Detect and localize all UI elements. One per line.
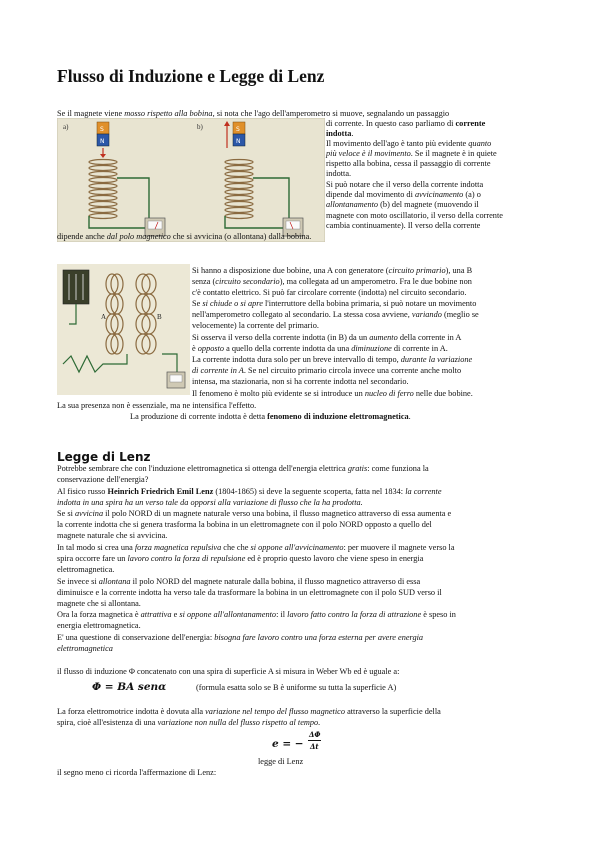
lenz-p6-line-1: Ora la forza magnetica è attrattiva e si oppone all'allontanamento: il lavoro fatto contro la forza di attrazione è speso in xyxy=(57,610,456,619)
sec2-line-14: La produzione di corrente indotta è detta fenomeno di induzione elettromagnetica. xyxy=(130,412,411,421)
sec2-line-4: Se si chiude o si apre l'interruttore della bobina primaria, si può notare un movimento xyxy=(192,299,477,308)
sec2-line-8: è opposto a quello della corrente indotta da una diminuzione di corrente in A. xyxy=(192,344,448,353)
panel-a-label: a) xyxy=(63,123,69,131)
lenz-p5-line-3: magnete che si allontana. xyxy=(57,599,141,608)
lenz-formula-caption: legge di Lenz xyxy=(258,757,304,766)
lenz-p6-line-2: energia elettromagnetica. xyxy=(57,621,141,630)
sec2-line-12: Il fenomeno è molto più evidente se si introduce un nucleo di ferro nelle due bobine. xyxy=(192,389,473,398)
lenz-p2-line-2: indotta in una spira ha un verso tale da opporsi alla variazione di flusso che la ha prodotta. xyxy=(57,498,363,507)
lenz-formula-lhs: e = − xyxy=(272,738,304,750)
figure-magnet-coil xyxy=(57,118,325,242)
coil-a-label: A xyxy=(101,313,107,321)
lenz-p4-line-2: spira occorre fare un lavoro contro la forza di repulsione ed è proprio questo lavoro che viene speso in energia xyxy=(57,554,424,563)
coil-b-label: B xyxy=(157,313,162,321)
sec2-line-2: senza (circuito secondario), ma collegata ad un amperometro. Fra le due bobine non xyxy=(192,277,472,286)
lenz-p1-line-1: Potrebbe sembrare che con l'induzione elettromagnetica si ottenga dell'energia elettrica gratis: come funziona la xyxy=(57,464,429,473)
lenz-p1-line-2: conservazione dell'energia? xyxy=(57,475,149,484)
intro-right-3: Il movimento dell'ago è tanto più evidente quanto xyxy=(326,139,492,148)
sec2-line-10: di corrente in A. Se nel circuito primario circola invece una corrente anche molto xyxy=(192,366,462,375)
two-coils-illustration xyxy=(57,264,190,395)
lenz-p5-line-2: diminuisce e la corrente indotta ha verso tale da trasformare la bobina in un elettromagnete con il polo SUD verso il xyxy=(57,588,442,597)
lenz-p3-line-2: la corrente indotta che si genera trasforma la bobina in un elettromagnete con il polo NORD opposto a quello del xyxy=(57,520,432,529)
intro-line-1: Se il magnete viene mosso rispetto alla bobina, si nota che l'ago dell'amperometro si muove, segnalando un passaggio xyxy=(57,109,450,118)
pole-n-b: N xyxy=(236,138,241,145)
lenz-p7-line-2: elettromagnetica xyxy=(57,644,113,653)
intro-right-6: indotta. xyxy=(326,169,352,178)
flux-formula-note: (formula esatta solo se B è uniforme su tutta la superficie A) xyxy=(196,683,397,692)
intro-right-10: magnete con moto oscillatorio, il verso della corrente xyxy=(326,211,503,220)
lenz-p3-line-3: magnete naturale che si avvicina. xyxy=(57,531,168,540)
lenz-p5-line-1: Se invece si allontana il polo NORD del magnete naturale dalla bobina, il flusso magnetico attraverso di essa xyxy=(57,577,421,586)
intro-right-11: cambia continuamente). Il verso della corrente xyxy=(326,221,481,230)
intro-right-9: allontanamento (b) del magnete (muovendo il xyxy=(326,200,479,209)
fraction-bar xyxy=(308,740,321,741)
intro-right-4: più veloce è il movimento. Se il magnete è in quiete xyxy=(326,149,497,158)
lenz-p4-line-3: elettromagnetica. xyxy=(57,565,115,574)
lenz-p2-line-1: Al fisico russo Heinrich Friedrich Emil Lenz (1804-1865) si deve la seguente scoperta, fatta nel 1834: la corrente xyxy=(57,487,442,496)
sec2-line-6: velocemente) la corrente del primario. xyxy=(192,321,319,330)
flux-definition: il flusso di induzione Φ concatenato con una spira di superficie A si misura in Weber Wb ed è uguale a: xyxy=(57,667,400,676)
sec2-line-9: La corrente indotta dura solo per un breve intervallo di tempo, durante la variazione xyxy=(192,355,473,364)
emf-line-2: spira, cioè all'esistenza di una variazione non nulla del flusso rispetto al tempo. xyxy=(57,718,321,727)
intro-right-7: Si può notare che il verso della corrente indotta xyxy=(326,180,484,189)
page-title: Flusso di Induzione e Legge di Lenz xyxy=(57,66,325,86)
flux-formula: Φ = BA senα xyxy=(92,681,167,693)
lenz-formula-numerator: ΔΦ xyxy=(309,730,321,739)
sec2-line-11: intensa, ma stazionaria, non si ha corrente indotta nel secondario. xyxy=(192,377,409,386)
sec2-line-5: nell'amperometro collegato al secondario. La stessa cosa avviene, variando (meglio se xyxy=(192,310,479,319)
lenz-p7-line-1: E' una questione di conservazione dell'energia: bisogna fare lavoro contro una forza esterna per avere energia xyxy=(57,633,424,642)
figure-two-coils xyxy=(57,264,190,395)
lenz-p3-line-1: Se si avvicina il polo NORD di un magnete naturale verso una bobina, il flusso magnetico attraverso di essa aumenta e xyxy=(57,509,452,518)
intro-right-1: di corrente. In questo caso parliamo di corrente xyxy=(326,119,486,128)
sec2-line-13: La sua presenza non è essenziale, ma ne intensifica l'effetto. xyxy=(57,401,257,410)
intro-right-8: dipende dal movimento di avvicinamento (a) o xyxy=(326,190,481,199)
intro-line-2: dipende anche dal polo magnetico che si avvicina (o allontana) dalla bobina. xyxy=(57,232,312,241)
lenz-formula-denominator: Δt xyxy=(310,742,319,751)
lenz-closing-line: il segno meno ci ricorda l'affermazione di Lenz: xyxy=(57,768,217,777)
sec2-line-3: c'è contatto elettrico. Si può far circolare corrente (indotta) nel circuito secondario. xyxy=(192,288,467,297)
panel-b-label: b) xyxy=(197,123,203,131)
sec2-line-7: Si osserva il verso della corrente indotta (in B) da un aumento della corrente in A xyxy=(192,333,462,342)
section-heading-lenz: Legge di Lenz xyxy=(57,450,151,464)
lenz-p4-line-1: In tal modo si crea una forza magnetica repulsiva che che si oppone all'avvicinamento: per muovere il magnete verso la xyxy=(57,543,455,552)
intro-right-2: indotta. xyxy=(326,129,354,138)
magnet-coil-illustration xyxy=(57,118,325,242)
intro-right-5: rispetto alla bobina, cessa il passaggio di corrente xyxy=(326,159,491,168)
pole-n-a: N xyxy=(100,138,105,145)
sec2-line-1: Si hanno a disposizione due bobine, una A con generatore (circuito primario), una B xyxy=(192,266,473,275)
pole-s-a: S xyxy=(100,126,104,133)
pole-s-b: S xyxy=(236,126,240,133)
emf-line-1: La forza elettromotrice indotta è dovuta alla variazione nel tempo del flusso magnetico attraverso la superficie della xyxy=(57,707,441,716)
